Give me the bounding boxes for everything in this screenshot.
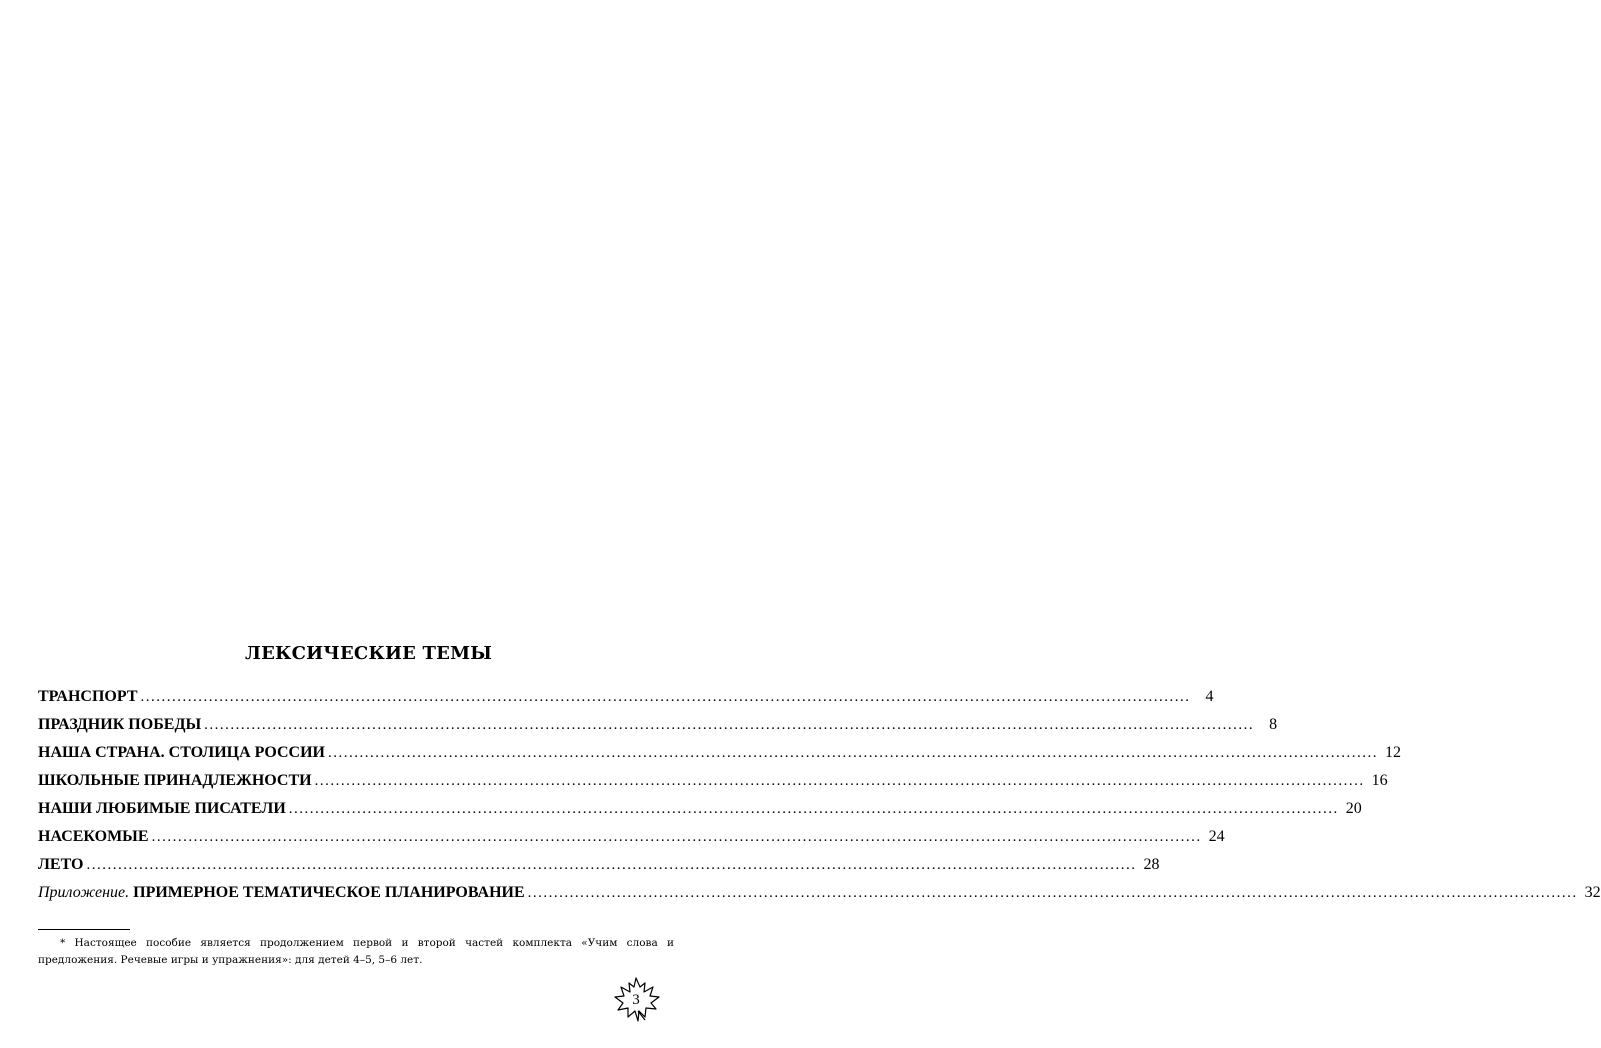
toc-leader-dots: ........................................................................................................................................................................................................ [140,689,1191,705]
toc-entry-page: 12 [1384,744,1401,761]
toc-leader-dots: ........................................................................................................................................................................................................ [151,829,1202,845]
footnote: * Настоящее пособие является продолжением первой и второй частей комплекта «Учим слова и предложения. Речевые игры и упражнения»: для детей 4–5, 5–6 лет. [38,937,674,966]
footnote-divider [38,929,130,930]
page-number: 3 [632,992,640,1008]
toc-entry-label [38,884,525,902]
toc-appendix-title: ПРИМЕРНОЕ ТЕМАТИЧЕСКОЕ ПЛАНИРОВАНИЕ [133,884,525,901]
toc-leader-dots: ........................................................................................................................................................................................................ [204,717,1255,733]
toc-entry-transport[interactable] [38,688,1214,716]
toc-entry-page: 16 [1371,772,1388,789]
toc-leader-dots: ........................................................................................................................................................................................................ [86,857,1137,873]
toc-entry-label: ШКОЛЬНЫЕ ПРИНАДЛЕЖНОСТИ [38,772,312,789]
toc-title: ЛЕКСИЧЕСКИЕ ТЕМЫ [244,643,493,664]
toc-entry-summer[interactable] [38,856,1160,884]
toc-entry-label: НАСЕКОМЫЕ [38,828,149,845]
toc-appendix-prefix: Приложение. [38,884,130,901]
table-of-contents [38,688,1601,912]
toc-entry-label: ТРАНСПОРТ [38,688,138,705]
toc-entry-page: 28 [1143,856,1160,873]
toc-entry-label: НАША СТРАНА. СТОЛИЦА РОССИИ [38,744,325,761]
toc-entry-page: 20 [1345,800,1362,817]
toc-entry-writers[interactable] [38,800,1362,828]
toc-entry-school-supplies[interactable] [38,772,1388,800]
toc-entry-page: 32 [1584,884,1601,901]
maple-leaf-icon [612,975,664,1025]
toc-leader-dots: ........................................................................................................................................................................................................ [527,885,1578,901]
toc-entry-our-country[interactable] [38,744,1401,772]
toc-entry-label: ЛЕТО [38,856,84,873]
toc-entry-label: ПРАЗДНИК ПОБЕДЫ [38,716,202,733]
toc-entry-page: 24 [1208,828,1225,845]
toc-entry-page: 4 [1205,688,1214,705]
toc-leader-dots: ........................................................................................................................................................................................................ [288,801,1339,817]
toc-entry-appendix[interactable] [38,884,1601,912]
toc-entry-page: 8 [1269,716,1278,733]
toc-leader-dots: ........................................................................................................................................................................................................ [327,745,1378,761]
toc-leader-dots: ........................................................................................................................................................................................................ [314,773,1365,789]
toc-entry-label: НАШИ ЛЮБИМЫЕ ПИСАТЕЛИ [38,800,286,817]
toc-entry-insects[interactable] [38,828,1225,856]
page-number-badge [612,975,664,1025]
toc-entry-victory-day[interactable] [38,716,1278,744]
